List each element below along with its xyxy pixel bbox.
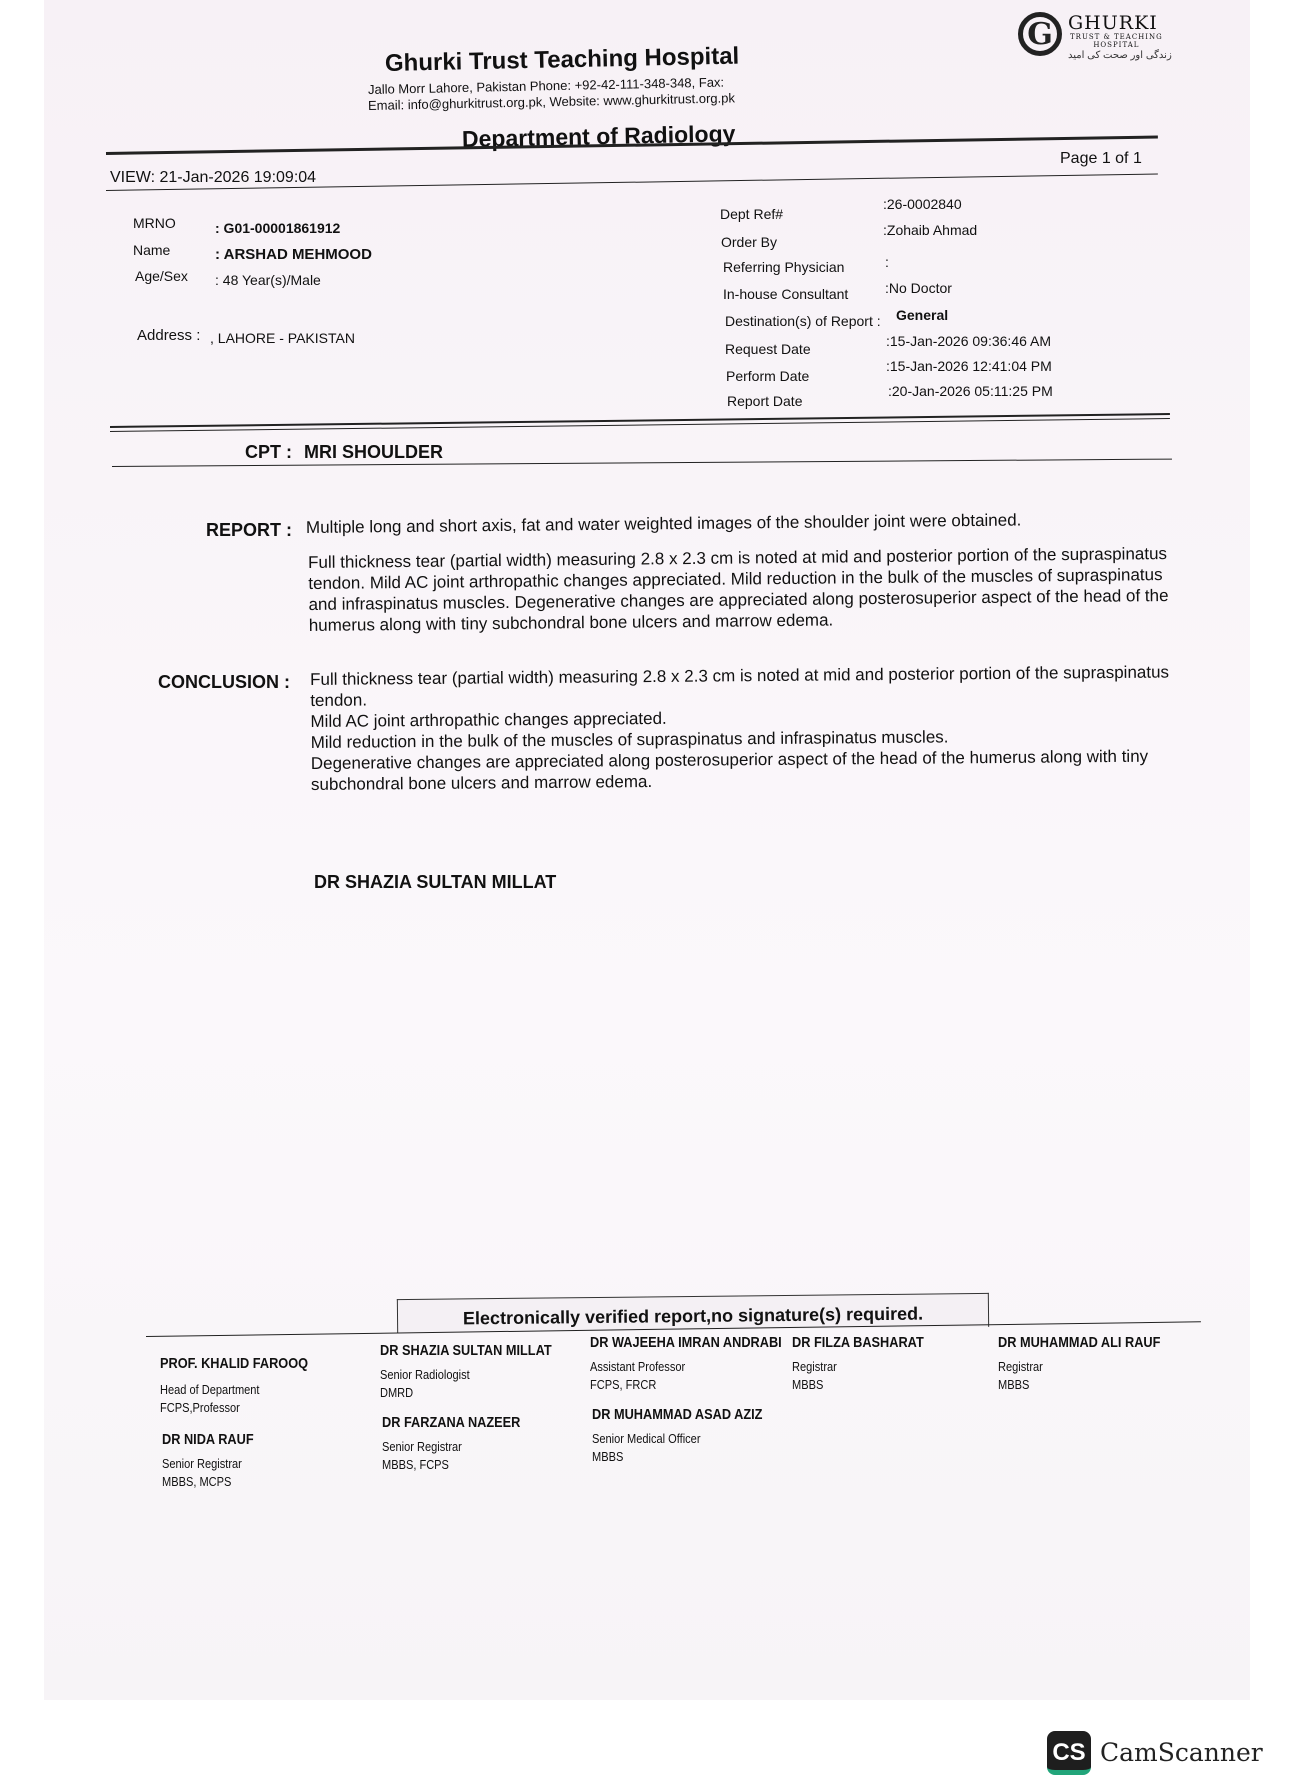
doctor-title: Head of Department [160, 1382, 260, 1397]
age-sex-label: Age/Sex [135, 268, 188, 284]
request-date-label: Request Date [725, 341, 811, 357]
camscanner-logo-icon: CS [1047, 1731, 1091, 1775]
doctor-qualification: FCPS, FRCR [590, 1377, 657, 1392]
department-title: Department of Radiology [461, 120, 736, 152]
doctor-title: Registrar [998, 1359, 1043, 1374]
doctor-name: DR NIDA RAUF [162, 1431, 254, 1448]
report-label: REPORT : [206, 520, 293, 540]
doctor-card [590, 1334, 782, 1394]
conclusion-line-3: Mild reduction in the bulk of the muscles of supraspinatus and infraspinatus muscles. [310, 727, 949, 752]
doctor-title: Registrar [792, 1359, 837, 1374]
referring-value: : [885, 254, 889, 270]
age-sex-value: : 48 Year(s)/Male [215, 272, 321, 288]
request-date-value: :15-Jan-2026 09:36:46 AM [886, 333, 1052, 349]
perform-date-label: Perform Date [726, 368, 810, 384]
conclusion-body [310, 661, 1175, 795]
doctor-qualification: MBBS [792, 1377, 824, 1392]
logo-name: GHURKI [1068, 12, 1158, 34]
doctor-qualification: MBBS [998, 1377, 1030, 1392]
conclusion-line-2: Mild AC joint arthropathic changes appreciated. [310, 708, 667, 731]
doctor-card [592, 1406, 762, 1466]
doctor-card [160, 1355, 308, 1417]
logo-urdu-tagline: زندگی اور صحت کی امید [1068, 50, 1172, 61]
doctor-qualification: FCPS,Professor [160, 1400, 240, 1415]
doctor-title: Senior Radiologist [380, 1367, 470, 1382]
doctor-qualification: MBBS, MCPS [162, 1474, 232, 1489]
doctor-name: DR FILZA BASHARAT [792, 1334, 924, 1351]
perform-date-value: :15-Jan-2026 12:41:04 PM [886, 358, 1052, 374]
logo-sub-line-2: HOSPITAL [1093, 41, 1140, 49]
destination-label: Destination(s) of Report : [725, 313, 881, 329]
order-by-value: :Zohaib Ahmad [883, 222, 978, 238]
doctor-qualification: MBBS, FCPS [382, 1457, 449, 1472]
doctor-qualification: MBBS [592, 1449, 624, 1464]
doctor-card [162, 1431, 254, 1491]
doctor-title: Senior Medical Officer [592, 1431, 701, 1446]
report-intro: Multiple long and short axis, fat and water weighted images of the shoulder joint were obtained. [305, 510, 1022, 537]
conclusion-line-4: Degenerative changes are appreciated along posterosuperior aspect of the head of the humerus along with tiny subchondral bone ulcers and marrow edema. [310, 746, 1149, 794]
doctor-name: DR WAJEEHA IMRAN ANDRABI [590, 1334, 782, 1351]
verified-banner: Electronically verified report,no signature(s) required. [397, 1293, 989, 1333]
dept-ref-value: :26-0002840 [883, 196, 962, 212]
doctor-name: DR FARZANA NAZEER [382, 1414, 521, 1431]
doctor-name: DR MUHAMMAD ASAD AZIZ [592, 1406, 763, 1423]
view-timestamp: VIEW: 21-Jan-2026 19:09:04 [110, 169, 317, 186]
doctor-name: PROF. KHALID FAROOQ [160, 1355, 309, 1372]
cpt-value: MRI SHOULDER [304, 442, 443, 462]
doctor-card [380, 1342, 552, 1402]
doctor-title: Assistant Professor [590, 1359, 686, 1374]
referring-label: Referring Physician [723, 259, 845, 275]
address-value: , LAHORE - PAKISTAN [210, 330, 355, 346]
doctor-name: DR MUHAMMAD ALI RAUF [998, 1334, 1161, 1351]
page-number: Page 1 of 1 [1060, 150, 1142, 167]
order-by-label: Order By [721, 234, 778, 250]
mrno-label: MRNO [133, 215, 176, 231]
doctor-name: DR SHAZIA SULTAN MILLAT [380, 1342, 552, 1359]
hospital-logo-icon: G [1018, 12, 1062, 56]
hospital-address: Jallo Morr Lahore, Pakistan Phone: +92-42-111-348-348, Fax: [367, 74, 725, 97]
mrno-value: : G01-00001861912 [215, 220, 341, 236]
hospital-contact: Email: info@ghurkitrust.org.pk, Website: www.ghurkitrust.org.pk [367, 90, 736, 113]
destination-value: General [896, 307, 949, 323]
doctor-qualification: DMRD [380, 1385, 414, 1400]
signatory-name: DR SHAZIA SULTAN MILLAT [314, 872, 557, 892]
logo-sub-line-1: TRUST & TEACHING [1070, 33, 1163, 41]
doctor-title: Senior Registrar [162, 1456, 242, 1471]
cpt-label: CPT : [245, 442, 292, 462]
conclusion-line-1: Full thickness tear (partial width) measuring 2.8 x 2.3 cm is noted at mid and posterior portion of the supraspinatus tendon. [310, 662, 1170, 710]
consultant-label: In-house Consultant [723, 286, 849, 302]
conclusion-label: CONCLUSION : [158, 672, 290, 692]
report-date-label: Report Date [727, 393, 803, 409]
doctor-card [792, 1334, 924, 1394]
doctor-title: Senior Registrar [382, 1439, 462, 1454]
dept-ref-label: Dept Ref# [720, 206, 784, 222]
name-label: Name [133, 242, 171, 258]
report-date-value: :20-Jan-2026 05:11:25 PM [888, 383, 1053, 399]
hospital-name: Ghurki Trust Teaching Hospital [384, 42, 740, 77]
doctor-card [998, 1334, 1160, 1394]
address-label: Address : [137, 327, 201, 344]
consultant-value: :No Doctor [885, 280, 952, 296]
doctor-card [382, 1414, 520, 1474]
camscanner-label: CamScanner [1100, 1738, 1263, 1767]
report-findings: Full thickness tear (partial width) measuring 2.8 x 2.3 cm is noted at mid and posterior portion of the supraspinatus tendon. Mild AC joint arthropathic changes appreciated. Mild reduction in the bulk of the muscles of supraspinatus and infraspinatus muscles. Degenerative changes are appreciated along posterosuperior aspect of the head of the humerus along with tiny subchondral bone ulcers and marrow edema. [308, 544, 1169, 635]
logo-subtitle [1070, 33, 1163, 49]
name-value: : ARSHAD MEHMOOD [215, 246, 372, 263]
